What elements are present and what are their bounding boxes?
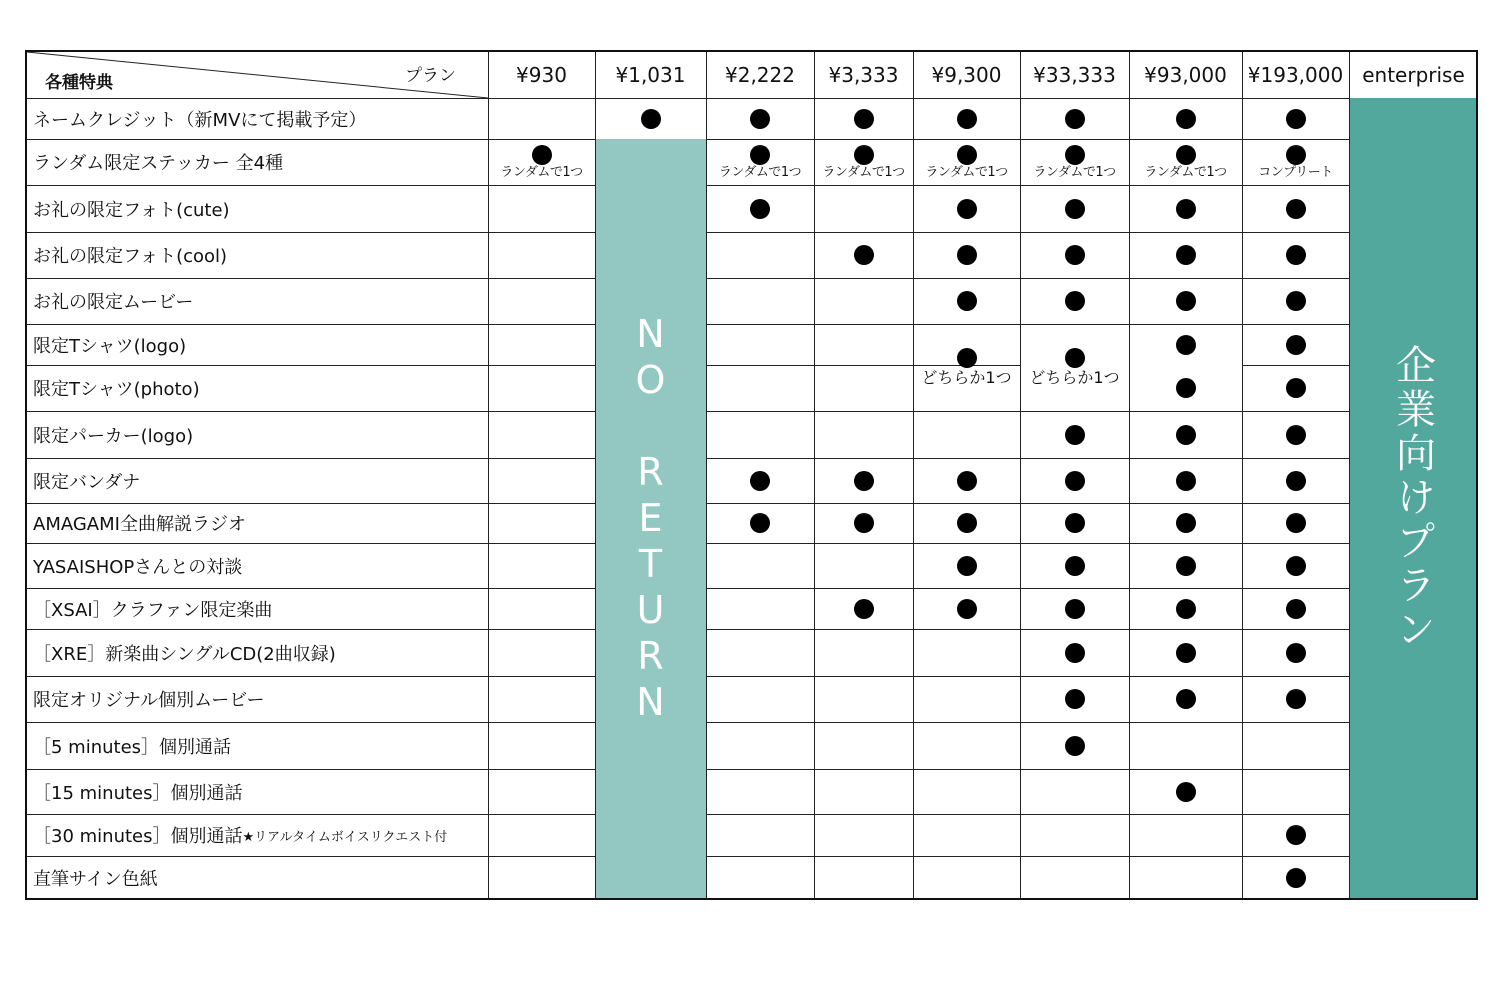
included-dot-icon xyxy=(1286,868,1306,888)
tshirt-choice-note: どちらか1つ xyxy=(1029,367,1120,387)
included-dot-icon xyxy=(1176,245,1196,265)
benefit-cell xyxy=(913,278,1020,324)
benefit-label xyxy=(33,503,246,543)
benefit-label-text: 限定バンダナ xyxy=(33,471,141,493)
benefit-cell xyxy=(1129,185,1242,232)
benefit-label-text: 限定オリジナル個別ムービー xyxy=(33,690,265,711)
cell-note: コンプリート xyxy=(1258,164,1333,180)
benefit-cell xyxy=(706,503,814,543)
included-dot-icon xyxy=(1286,291,1306,311)
benefit-cell xyxy=(1242,365,1349,411)
benefit-cell xyxy=(814,503,913,543)
benefit-label-text: 限定Tシャツ(logo) xyxy=(33,335,187,357)
included-dot-icon xyxy=(957,513,977,533)
plan-price-5: ¥9,300 xyxy=(931,63,1002,87)
enterprise-band xyxy=(1349,98,1476,898)
benefit-label xyxy=(33,458,140,503)
benefit-cell xyxy=(706,185,814,232)
benefit-label xyxy=(33,324,186,365)
included-dot-icon xyxy=(1065,145,1085,165)
included-dot-icon xyxy=(1176,556,1196,576)
tshirt-choice-note: どちらか1つ xyxy=(921,367,1012,387)
included-dot-icon xyxy=(1065,291,1085,311)
included-dot-icon xyxy=(1176,378,1196,398)
benefit-cell xyxy=(1020,458,1129,503)
benefit-cell xyxy=(1129,232,1242,278)
included-dot-icon xyxy=(957,291,977,311)
benefit-label-text: ネームクレジット（新MVにて掲載予定） xyxy=(33,109,367,131)
included-dot-icon xyxy=(1176,689,1196,709)
included-dot-icon xyxy=(1286,199,1306,219)
benefit-label xyxy=(33,185,230,232)
benefit-label xyxy=(33,232,227,278)
benefit-label xyxy=(33,543,242,588)
included-dot-icon xyxy=(1065,556,1085,576)
included-dot-icon xyxy=(1176,425,1196,445)
included-dot-icon xyxy=(750,109,770,129)
benefit-cell xyxy=(488,139,595,185)
plan-price-1: ¥930 xyxy=(516,63,567,87)
included-dot-icon xyxy=(750,145,770,165)
benefits-header: 各種特典 xyxy=(45,73,113,93)
benefit-cell xyxy=(706,458,814,503)
included-dot-icon xyxy=(1065,199,1085,219)
included-dot-icon xyxy=(1176,335,1196,355)
included-dot-icon xyxy=(1176,513,1196,533)
benefit-label-text: ［5 minutes］個別通話 xyxy=(33,736,232,758)
plan-price-7: ¥93,000 xyxy=(1144,63,1227,87)
included-dot-icon xyxy=(1286,245,1306,265)
included-dot-icon xyxy=(854,145,874,165)
tshirt-choice-cell xyxy=(1020,324,1129,411)
benefit-label xyxy=(33,814,447,856)
benefit-cell xyxy=(913,458,1020,503)
cell-note: ランダムで1つ xyxy=(925,164,1008,180)
benefit-label xyxy=(33,588,272,629)
included-dot-icon xyxy=(957,599,977,619)
included-dot-icon xyxy=(532,145,552,165)
included-dot-icon xyxy=(1065,736,1085,756)
included-dot-icon xyxy=(1286,643,1306,663)
benefit-label xyxy=(33,722,231,769)
included-dot-icon xyxy=(1065,643,1085,663)
plan-price-3: ¥2,222 xyxy=(725,63,795,87)
benefit-cell xyxy=(1242,543,1349,588)
benefit-label xyxy=(33,769,243,814)
included-dot-icon xyxy=(1286,425,1306,445)
benefit-cell xyxy=(1129,769,1242,814)
plan-price-9: enterprise xyxy=(1362,63,1465,87)
no-return-band xyxy=(595,139,706,898)
included-dot-icon xyxy=(957,245,977,265)
included-dot-icon xyxy=(1065,471,1085,491)
benefit-cell xyxy=(913,503,1020,543)
included-dot-icon xyxy=(1286,556,1306,576)
benefit-label-text: 直筆サイン色紙 xyxy=(33,869,158,890)
benefit-cell xyxy=(1020,629,1129,676)
plan-price-4: ¥3,333 xyxy=(828,63,899,87)
benefit-label xyxy=(33,139,283,185)
included-dot-icon xyxy=(854,599,874,619)
included-dot-icon xyxy=(750,513,770,533)
benefit-cell xyxy=(706,98,814,139)
benefit-cell xyxy=(706,139,814,185)
included-dot-icon xyxy=(1065,513,1085,533)
benefit-cell xyxy=(1020,139,1129,185)
benefit-label-text: ［XSAI］クラファン限定楽曲 xyxy=(33,599,273,621)
benefit-cell xyxy=(1129,278,1242,324)
benefit-cell xyxy=(1129,98,1242,139)
included-dot-icon xyxy=(957,348,977,368)
benefit-cell xyxy=(1020,278,1129,324)
benefit-cell xyxy=(1242,411,1349,458)
included-dot-icon xyxy=(1286,825,1306,845)
included-dot-icon xyxy=(1176,471,1196,491)
benefit-cell xyxy=(1242,185,1349,232)
benefit-cell xyxy=(1020,543,1129,588)
included-dot-icon xyxy=(854,471,874,491)
benefit-cell xyxy=(1242,588,1349,629)
included-dot-icon xyxy=(957,199,977,219)
benefit-cell xyxy=(814,139,913,185)
included-dot-icon xyxy=(1286,145,1306,165)
benefit-cell xyxy=(1129,503,1242,543)
benefit-label-text: お礼の限定フォト(cool) xyxy=(33,246,228,267)
benefit-cell xyxy=(1020,588,1129,629)
benefit-cell xyxy=(913,98,1020,139)
benefit-label-suffix: ★リアルタイムボイスリクエスト付 xyxy=(242,829,448,845)
benefit-label-text: ［XRE］新楽曲シングルCD(2曲収録) xyxy=(33,643,336,665)
included-dot-icon xyxy=(1176,599,1196,619)
benefit-label xyxy=(33,676,264,722)
included-dot-icon xyxy=(1176,145,1196,165)
included-dot-icon xyxy=(957,109,977,129)
benefit-cell xyxy=(1129,588,1242,629)
included-dot-icon xyxy=(1176,643,1196,663)
benefit-cell xyxy=(1242,856,1349,900)
benefit-cell xyxy=(595,98,706,139)
benefit-label-text: YASAISHOPさんとの対談 xyxy=(33,556,243,578)
benefit-cell xyxy=(1242,676,1349,722)
benefit-label-text: AMAGAMI全曲解説ラジオ xyxy=(33,514,246,535)
benefit-label-text: お礼の限定ムービー xyxy=(33,292,194,313)
included-dot-icon xyxy=(1065,425,1085,445)
benefit-label-text: お礼の限定フォト(cute) xyxy=(33,199,230,221)
included-dot-icon xyxy=(1286,109,1306,129)
included-dot-icon xyxy=(1065,599,1085,619)
benefit-cell xyxy=(1020,232,1129,278)
benefit-label xyxy=(33,98,366,139)
benefit-cell xyxy=(1020,503,1129,543)
included-dot-icon xyxy=(1286,689,1306,709)
benefit-cell xyxy=(1242,503,1349,543)
benefit-label xyxy=(33,856,158,900)
cell-note: ランダムで1つ xyxy=(718,164,802,180)
included-dot-icon xyxy=(1176,109,1196,129)
included-dot-icon xyxy=(1065,109,1085,129)
included-dot-icon xyxy=(750,199,770,219)
included-dot-icon xyxy=(854,245,874,265)
benefit-label xyxy=(33,365,200,411)
benefit-cell xyxy=(913,232,1020,278)
benefits-table xyxy=(25,50,1478,900)
benefit-cell xyxy=(1020,722,1129,769)
benefit-cell xyxy=(1020,185,1129,232)
benefit-cell xyxy=(1129,458,1242,503)
benefit-cell xyxy=(814,98,913,139)
included-dot-icon xyxy=(1065,689,1085,709)
benefit-cell xyxy=(1242,324,1349,365)
included-dot-icon xyxy=(854,513,874,533)
included-dot-icon xyxy=(1176,782,1196,802)
benefit-cell xyxy=(814,588,913,629)
cell-note: ランダムで1つ xyxy=(1144,164,1227,180)
benefit-cell xyxy=(1020,411,1129,458)
included-dot-icon xyxy=(750,471,770,491)
benefit-label xyxy=(33,629,336,676)
benefit-cell xyxy=(913,588,1020,629)
benefit-cell xyxy=(1129,324,1242,365)
included-dot-icon xyxy=(1065,348,1085,368)
benefit-cell xyxy=(1020,676,1129,722)
included-dot-icon xyxy=(1286,599,1306,619)
benefit-cell xyxy=(1242,278,1349,324)
benefit-cell xyxy=(1242,458,1349,503)
tshirt-choice-cell xyxy=(913,324,1020,411)
cell-note: ランダムで1つ xyxy=(1033,164,1116,180)
benefit-cell xyxy=(913,185,1020,232)
included-dot-icon xyxy=(854,109,874,129)
enterprise-plan-text: 企業向けプラン xyxy=(1389,344,1436,652)
benefit-label-text: 限定パーカー(logo) xyxy=(33,425,194,447)
benefit-cell xyxy=(1020,98,1129,139)
benefit-cell xyxy=(1242,814,1349,856)
benefit-cell xyxy=(1129,676,1242,722)
included-dot-icon xyxy=(1286,378,1306,398)
benefit-cell xyxy=(1129,629,1242,676)
column-divider xyxy=(1349,52,1350,898)
benefit-label xyxy=(33,278,193,324)
benefit-cell xyxy=(814,458,913,503)
benefit-cell xyxy=(1129,543,1242,588)
included-dot-icon xyxy=(1065,245,1085,265)
plan-header: プラン xyxy=(405,66,456,86)
benefit-cell xyxy=(913,543,1020,588)
benefit-cell xyxy=(1129,411,1242,458)
cell-note: ランダムで1つ xyxy=(822,164,905,180)
benefit-label-text: ランダム限定ステッカー 全4種 xyxy=(33,153,284,174)
included-dot-icon xyxy=(641,109,661,129)
included-dot-icon xyxy=(1286,513,1306,533)
included-dot-icon xyxy=(1176,199,1196,219)
included-dot-icon xyxy=(1286,335,1306,355)
benefit-label-text: 限定Tシャツ(photo) xyxy=(33,379,200,400)
benefit-label-text: ［30 minutes］個別通話 xyxy=(33,826,243,847)
included-dot-icon xyxy=(957,471,977,491)
benefit-label xyxy=(33,411,193,458)
cell-note: ランダムで1つ xyxy=(500,164,583,180)
benefit-cell xyxy=(1129,139,1242,185)
benefit-cell xyxy=(814,232,913,278)
benefit-cell xyxy=(1129,365,1242,411)
benefit-cell xyxy=(1242,232,1349,278)
column-divider xyxy=(595,52,596,898)
benefit-label-text: ［15 minutes］個別通話 xyxy=(33,782,243,804)
included-dot-icon xyxy=(957,145,977,165)
benefit-cell xyxy=(1242,139,1349,185)
included-dot-icon xyxy=(1176,291,1196,311)
plan-price-2: ¥1,031 xyxy=(615,63,686,87)
included-dot-icon xyxy=(957,556,977,576)
benefit-cell xyxy=(1242,98,1349,139)
no-return-text: NO RETURN xyxy=(628,311,673,726)
row-divider xyxy=(706,769,1349,770)
plan-price-8: ¥193,000 xyxy=(1247,63,1344,87)
benefit-cell xyxy=(913,139,1020,185)
included-dot-icon xyxy=(1286,471,1306,491)
plan-price-6: ¥33,333 xyxy=(1033,63,1116,87)
benefit-cell xyxy=(1242,629,1349,676)
